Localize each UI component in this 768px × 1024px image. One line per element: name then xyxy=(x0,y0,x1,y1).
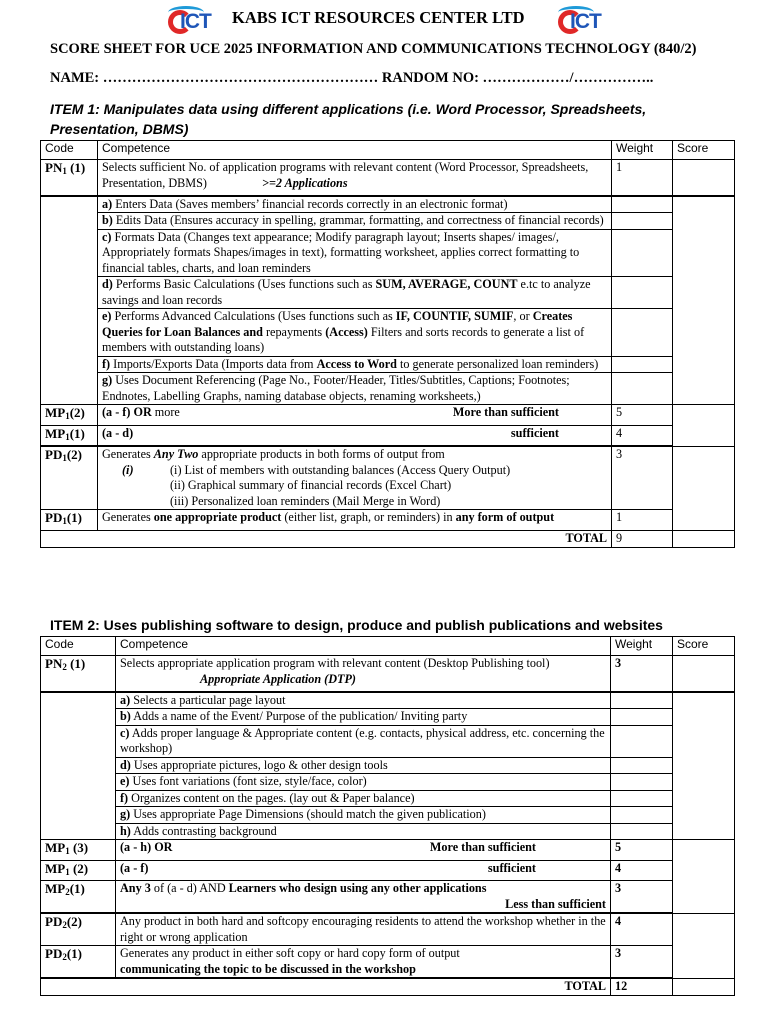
table-row xyxy=(41,405,735,426)
row-code: $MP_2(1)$ xyxy=(41,881,116,914)
table-row xyxy=(41,425,735,446)
row-weight xyxy=(612,356,673,373)
table-row xyxy=(41,656,735,692)
row-weight xyxy=(612,309,673,357)
table-row xyxy=(41,692,735,709)
row-competence: e) Performs Advanced Calculations (Uses functions such as IF, COUNTIF, SUMIF, or Creates Queries for Loan Balances and repayments (Access) Filters and sorts records to generate a list of members with outstanding loans) xyxy=(98,309,612,357)
total-value: 9 xyxy=(612,530,673,547)
row-competence: f) Organizes content on the pages. (lay out & Paper balance) xyxy=(116,790,611,807)
row-competence: g) Uses Document Referencing (Page No., Footer/Header, Titles/Subtitles, Captions; Footnotes; Endnotes, Labelling Graphs, naming database objects, renaming worksheets,) xyxy=(98,373,612,405)
row-score xyxy=(673,446,735,530)
row-competence: f) Imports/Exports Data (Imports data from Access to Word to generate personalized loan reminders) xyxy=(98,356,612,373)
row-code: $MP_1(2)$ xyxy=(41,405,98,426)
row-weight xyxy=(611,823,673,840)
total-score xyxy=(673,530,735,547)
row-code: $PD_1(2)$ xyxy=(41,446,98,510)
company-name: KABS ICT RESOURCES CENTER LTD xyxy=(232,8,525,27)
row-competence: Generates any product in either soft copy or hard copy form of output communicating the topic to be discussed in the workshop xyxy=(116,946,611,979)
row-competence: (a - f) sufficient xyxy=(116,860,611,881)
row-code: $PN_2$ (1) xyxy=(41,656,116,692)
row-weight xyxy=(611,790,673,807)
row-weight: 5 xyxy=(611,840,673,861)
competence-header: Competence xyxy=(116,637,611,656)
row-score xyxy=(673,692,735,840)
item1-table xyxy=(40,140,735,548)
table-row xyxy=(41,213,735,230)
code-header: Code xyxy=(41,637,116,656)
row-weight xyxy=(611,807,673,824)
table-row xyxy=(41,356,735,373)
row-weight: 3 xyxy=(611,656,673,692)
weight-header: Weight xyxy=(611,637,673,656)
row-competence: d) Performs Basic Calculations (Uses functions such as SUM, AVERAGE, COUNT e.tc to analyze savings and loan records xyxy=(98,277,612,309)
row-weight xyxy=(612,229,673,277)
table-row xyxy=(41,709,735,726)
row-competence: Any 3 of (a - d) AND Learners who design using any other applications Less than sufficient xyxy=(116,881,611,914)
row-weight: 4 xyxy=(611,913,673,946)
name-random-no-line: NAME: ………………………………………………… RANDOM NO: ………………/…………….. xyxy=(50,70,654,86)
row-weight: 4 xyxy=(611,860,673,881)
row-weight xyxy=(612,196,673,213)
total-score xyxy=(673,978,735,995)
table-row xyxy=(41,510,735,531)
table-row xyxy=(41,807,735,824)
row-weight: 4 xyxy=(612,425,673,446)
table-header-row xyxy=(41,141,735,160)
table-row xyxy=(41,840,735,861)
total-value: 12 xyxy=(611,978,673,995)
row-weight xyxy=(612,373,673,405)
row-code: $MP_1(1)$ xyxy=(41,425,98,446)
row-weight xyxy=(611,757,673,774)
table-row xyxy=(41,373,735,405)
table-row xyxy=(41,757,735,774)
row-competence: b) Adds a name of the Event/ Purpose of the publication/ Inviting party xyxy=(116,709,611,726)
table-row xyxy=(41,160,735,196)
row-code xyxy=(41,196,98,405)
row-weight xyxy=(611,774,673,791)
score-header: Score xyxy=(673,637,735,656)
table-row xyxy=(41,446,735,510)
row-competence: g) Uses appropriate Page Dimensions (should match the given publication) xyxy=(116,807,611,824)
code-header: Code xyxy=(41,141,98,160)
table-row xyxy=(41,881,735,914)
row-weight xyxy=(611,692,673,709)
total-row xyxy=(41,978,735,995)
weight-header: Weight xyxy=(612,141,673,160)
row-weight: 3 xyxy=(611,881,673,914)
row-weight xyxy=(612,277,673,309)
row-competence: Generates one appropriate product (either list, graph, or reminders) in any form of output xyxy=(98,510,612,531)
table-row xyxy=(41,860,735,881)
row-score xyxy=(673,656,735,692)
row-code: $MP_1$ (2) xyxy=(41,860,116,881)
row-score xyxy=(673,405,735,447)
row-competence: Selects sufficient No. of application programs with relevant content (Word Processor, Spreadsheets, Presentation, DBMS) >=2 Applications xyxy=(98,160,612,196)
total-row xyxy=(41,530,735,547)
row-competence: a) Selects a particular page layout xyxy=(116,692,611,709)
item1-title: ITEM 1: Manipulates data using different applications (i.e. Word Processor, Spreadsheets, Presentation, DBMS) xyxy=(50,101,647,137)
table-row xyxy=(41,823,735,840)
row-competence: c) Formats Data (Changes text appearance; Modify paragraph layout; Inserts shapes/ images/, Appropriately formats Shapes/images in text), formatting worksheet, applies correct formatting to financial tables, charts, and loan reminders xyxy=(98,229,612,277)
row-competence: a) Enters Data (Saves members’ financial records correctly in an electronic format) xyxy=(98,196,612,213)
row-weight: 1 xyxy=(612,160,673,196)
row-weight: 3 xyxy=(611,946,673,979)
row-score xyxy=(673,913,735,978)
row-competence: Selects appropriate application program with relevant content (Desktop Publishing tool) Appropriate Application (DTP) xyxy=(116,656,611,692)
table-row xyxy=(41,229,735,277)
table-row xyxy=(41,277,735,309)
row-competence: b) Edits Data (Ensures accuracy in spelling, grammar, formatting, and correctness of financial records) xyxy=(98,213,612,230)
row-weight xyxy=(612,213,673,230)
table-row xyxy=(41,725,735,757)
row-competence: d) Uses appropriate pictures, logo & other design tools xyxy=(116,757,611,774)
row-competence: h) Adds contrasting background xyxy=(116,823,611,840)
row-score xyxy=(673,840,735,914)
row-code: $PN_1$ (1) xyxy=(41,160,98,196)
row-weight xyxy=(611,725,673,757)
row-weight: 1 xyxy=(612,510,673,531)
row-competence: (a - d) sufficient xyxy=(98,425,612,446)
row-competence: (a - h) OR More than sufficient xyxy=(116,840,611,861)
row-code: $MP_1$ (3) xyxy=(41,840,116,861)
table-row xyxy=(41,196,735,213)
table-header-row xyxy=(41,637,735,656)
ict-logo-left: ICT xyxy=(166,4,220,38)
row-score xyxy=(673,160,735,196)
table-row xyxy=(41,774,735,791)
row-weight: 5 xyxy=(612,405,673,426)
row-score xyxy=(673,196,735,405)
table-row xyxy=(41,790,735,807)
row-competence: Generates Any Two appropriate products in both forms of output from (i) (i) List of members with outstanding balances (Access Query Output) (ii) Graphical summary of financial records (Excel Chart) (iii) Personalized loan reminders (Mail Merge in Word) xyxy=(98,446,612,510)
table-row xyxy=(41,913,735,946)
row-competence: c) Adds proper language & Appropriate content (e.g. contacts, physical address, etc. concerning the workshop) xyxy=(116,725,611,757)
row-competence: e) Uses font variations (font size, style/face, color) xyxy=(116,774,611,791)
document-header xyxy=(0,2,768,36)
ict-logo-right: ICT xyxy=(556,4,610,38)
row-competence: (a - f) OR more More than sufficient xyxy=(98,405,612,426)
total-label: TOTAL xyxy=(41,530,612,547)
table-row xyxy=(41,309,735,357)
total-label: TOTAL xyxy=(41,978,611,995)
table-row xyxy=(41,946,735,979)
row-weight xyxy=(611,709,673,726)
row-competence: Any product in both hard and softcopy encouraging residents to attend the workshop whether in the right or wrong application xyxy=(116,913,611,946)
score-sheet-title: SCORE SHEET FOR UCE 2025 INFORMATION AND COMMUNICATIONS TECHNOLOGY (840/2) xyxy=(50,41,697,57)
item2-title: ITEM 2: Uses publishing software to design, produce and publish publications and websites xyxy=(50,617,663,633)
row-code: $PD_2(2)$ xyxy=(41,913,116,946)
row-weight: 3 xyxy=(612,446,673,510)
competence-header: Competence xyxy=(98,141,612,160)
item2-table xyxy=(40,636,735,996)
row-code: $PD_1(1)$ xyxy=(41,510,98,531)
score-header: Score xyxy=(673,141,735,160)
row-code xyxy=(41,692,116,840)
row-code: $PD_2(1)$ xyxy=(41,946,116,979)
